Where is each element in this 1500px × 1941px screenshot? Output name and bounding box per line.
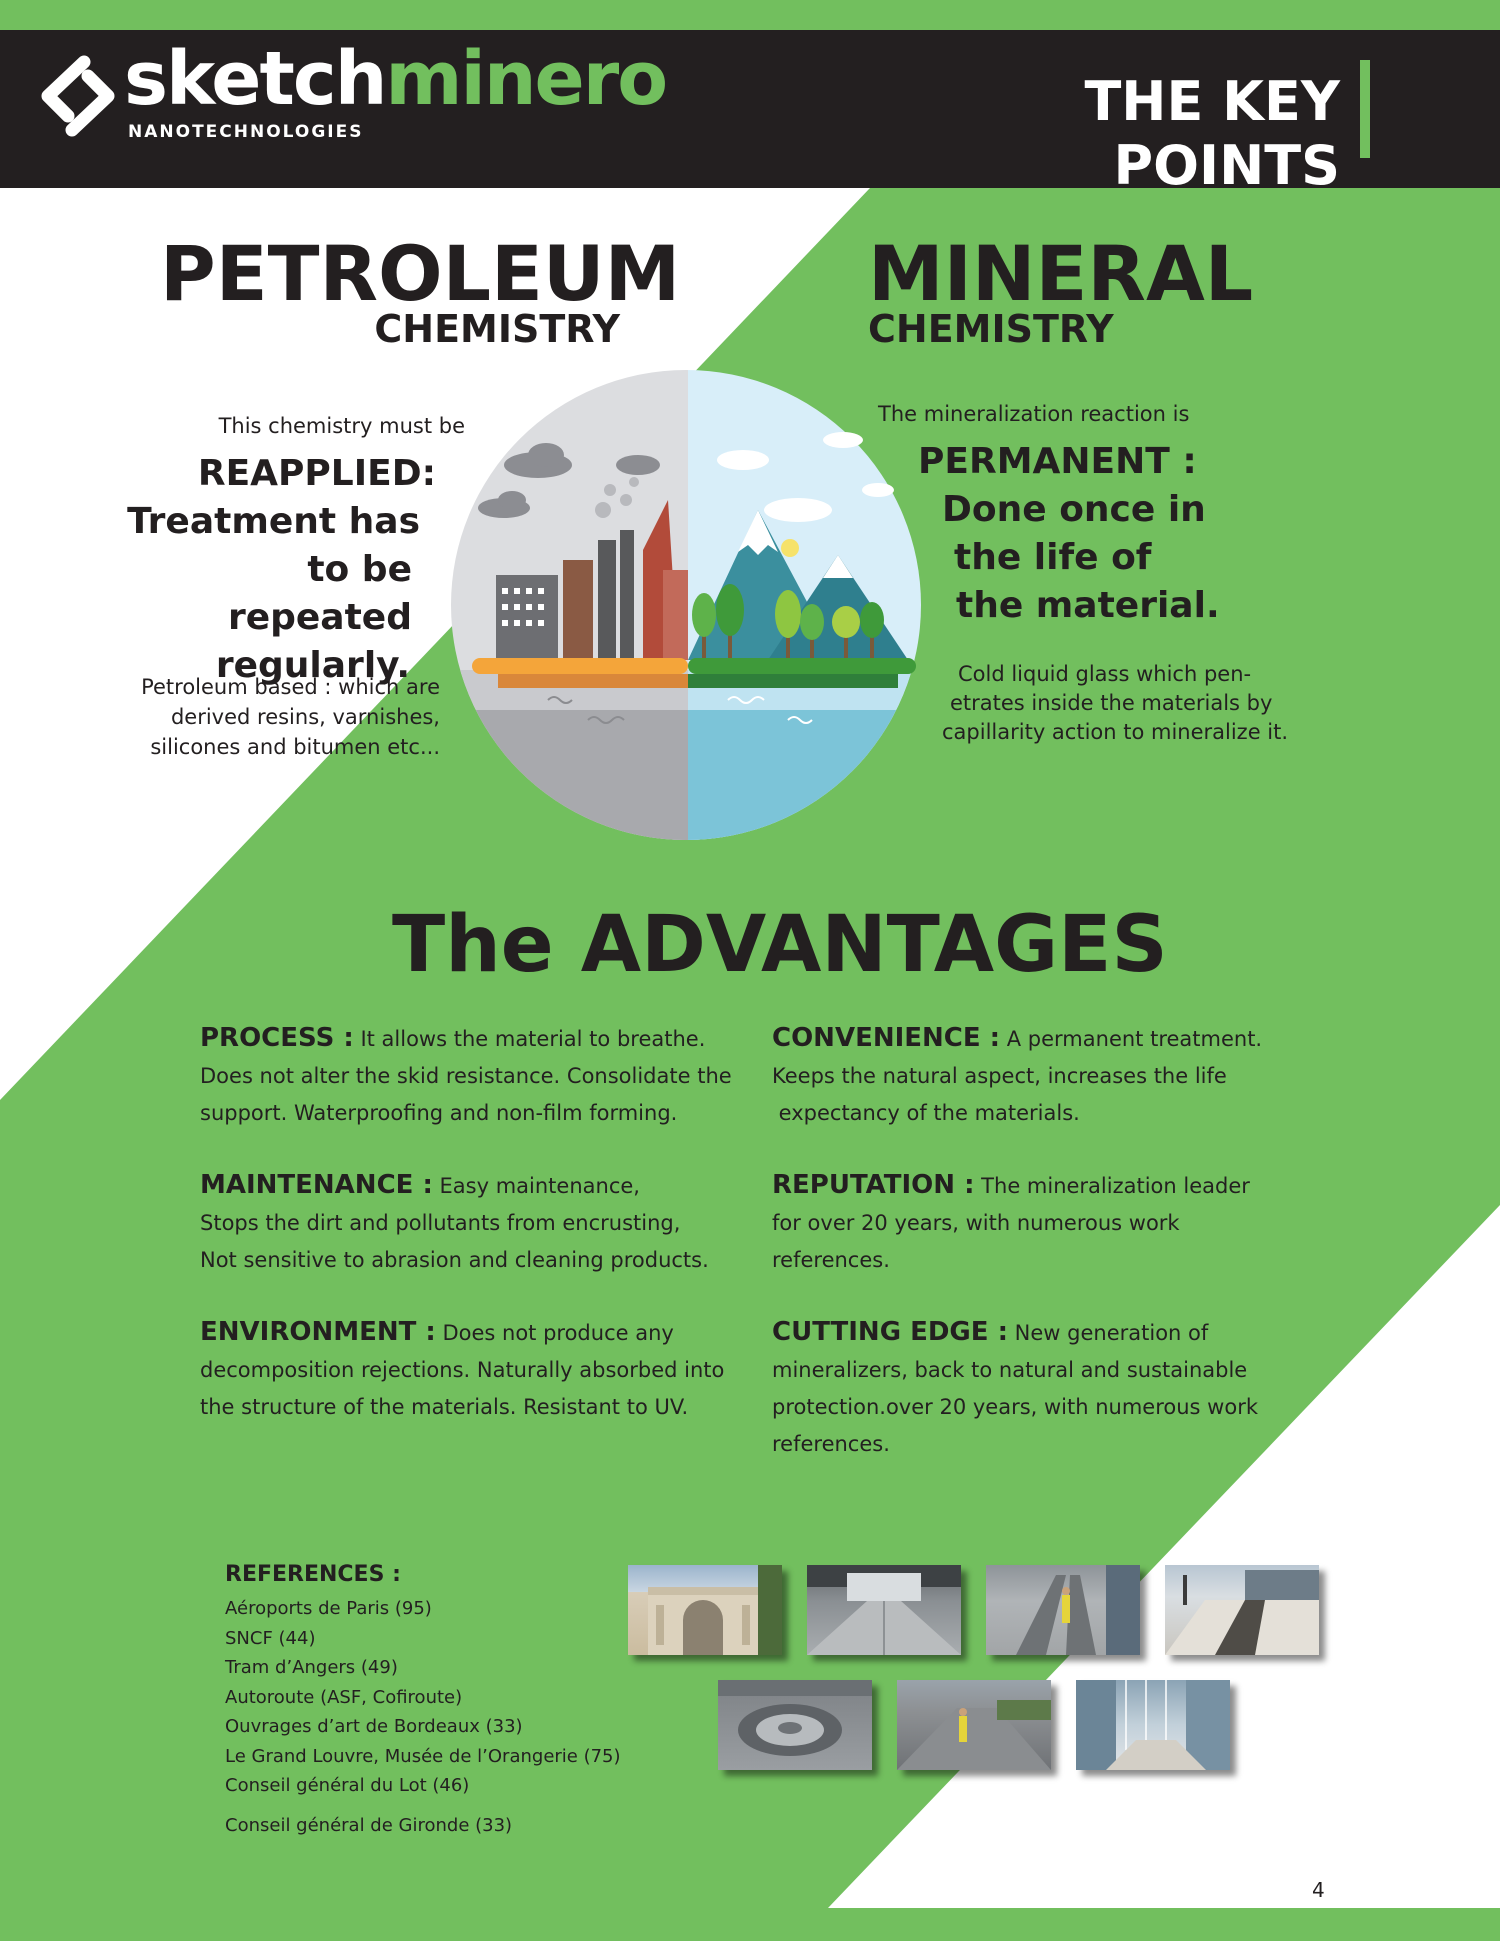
title-accent-bar xyxy=(1360,60,1370,158)
advantage-line: for over 20 years, with numerous work xyxy=(772,1211,1180,1235)
airport-hall-photo xyxy=(807,1565,961,1655)
glass-atrium-photo xyxy=(1076,1680,1230,1770)
reference-item: Aéroports de Paris (95) xyxy=(225,1598,432,1619)
advantage-heading: CUTTING EDGE : xyxy=(772,1317,1008,1347)
reference-item: Ouvrages d’art de Bordeaux (33) xyxy=(225,1716,523,1737)
page-title: THE KEY POINTS xyxy=(1084,70,1340,197)
reference-item: Le Grand Louvre, Musée de l’Orangerie (75) xyxy=(225,1745,621,1767)
advantage-maintenance xyxy=(200,1167,760,1279)
mineral-desc-line: capillarity action to mineralize it. xyxy=(942,720,1289,744)
petroleum-bold-line: regularly. xyxy=(215,645,410,686)
advantage-line: Keeps the natural aspect, increases the life xyxy=(772,1064,1227,1088)
petroleum-desc-line: silicones and bitumen etc... xyxy=(150,735,440,759)
brand-subtitle: NANOTECHNOLOGIES xyxy=(128,122,364,142)
reference-item: SNCF (44) xyxy=(225,1627,316,1649)
advantage-text: A permanent treatment. xyxy=(1000,1027,1263,1051)
petroleum-desc-line: derived resins, varnishes, xyxy=(170,705,440,729)
advantage-heading: MAINTENANCE : xyxy=(200,1170,433,1200)
advantage-line: protection.over 20 years, with numerous work xyxy=(772,1395,1258,1419)
advantage-convenience xyxy=(772,1020,1332,1132)
tram-platform-photo xyxy=(1165,1565,1319,1655)
fountain-plaza-photo xyxy=(718,1680,872,1770)
advantage-line: references. xyxy=(772,1432,890,1456)
tram-track-worker-photo xyxy=(986,1565,1140,1655)
reference-item: Autoroute (ASF, Cofiroute) xyxy=(225,1686,463,1708)
petroleum-title: PETROLEUM xyxy=(160,229,681,318)
advantage-text: It allows the material to breathe. xyxy=(353,1027,706,1051)
advantage-cutting-edge xyxy=(772,1314,1332,1463)
petroleum-subtitle: CHEMISTRY xyxy=(374,307,620,351)
petroleum-desc-line: Petroleum based : which are xyxy=(141,675,440,699)
petroleum-description xyxy=(80,672,440,762)
references-list xyxy=(225,1594,621,1840)
advantage-heading: REPUTATION : xyxy=(772,1170,975,1200)
advantage-environment xyxy=(200,1314,760,1426)
reference-item: Tram d’Angers (49) xyxy=(225,1657,398,1678)
mineral-bold-line: PERMANENT : xyxy=(918,441,1197,482)
advantage-text: The mineralization leader xyxy=(974,1174,1250,1198)
advantages-title: The ADVANTAGES xyxy=(392,900,1168,990)
petroleum-bold-line: to be repeated xyxy=(227,549,412,638)
mineral-bold-line: the life of xyxy=(954,537,1152,578)
advantage-heading: ENVIRONMENT : xyxy=(200,1317,436,1347)
petroleum-intro: This chemistry must be xyxy=(218,414,465,438)
mineral-desc-line: etrates inside the materials by xyxy=(950,691,1273,715)
petroleum-bold-line: REAPPLIED: xyxy=(197,453,436,494)
advantage-process xyxy=(200,1020,760,1132)
advantage-line: decomposition rejections. Naturally absorbed into xyxy=(200,1358,725,1382)
mineral-description xyxy=(930,660,1350,747)
petroleum-key-statement xyxy=(120,450,440,690)
mineral-bold-line: the material. xyxy=(956,585,1220,626)
advantage-text: New generation of xyxy=(1007,1321,1209,1345)
advantage-line: mineralizers, back to natural and sustainable xyxy=(772,1358,1248,1382)
factory-vs-nature-globe-icon xyxy=(438,370,934,840)
advantage-text: Does not produce any xyxy=(435,1321,674,1345)
mineral-subtitle: CHEMISTRY xyxy=(868,307,1114,351)
mineral-intro: The mineralization reaction is xyxy=(878,402,1190,426)
advantage-line: expectancy of the materials. xyxy=(772,1101,1080,1125)
advantage-line: references. xyxy=(772,1248,890,1272)
bridge-deck-worker-photo xyxy=(897,1680,1051,1770)
advantage-line: Does not alter the skid resistance. Consolidate the xyxy=(200,1064,732,1088)
mineral-title: MINERAL xyxy=(868,229,1254,318)
references-title: REFERENCES : xyxy=(225,1562,401,1587)
reference-item: Conseil général du Lot (46) xyxy=(225,1775,470,1796)
advantage-heading: PROCESS : xyxy=(200,1023,354,1053)
advantage-line: the structure of the materials. Resistant to UV. xyxy=(200,1395,689,1419)
petroleum-bold-line: Treatment has xyxy=(127,501,420,542)
advantage-line: Not sensitive to abrasion and cleaning products. xyxy=(200,1248,709,1272)
mineral-desc-line: Cold liquid glass which pen- xyxy=(958,662,1252,686)
reference-item: Conseil général de Gironde (33) xyxy=(225,1814,513,1836)
sketchminero-s-logo-icon xyxy=(38,52,118,140)
advantage-reputation xyxy=(772,1167,1332,1279)
advantage-heading: CONVENIENCE : xyxy=(772,1023,1001,1053)
orangerie-building-photo xyxy=(628,1565,782,1655)
advantage-text: Easy maintenance, xyxy=(432,1174,640,1198)
brand-logo-text: sketchminero xyxy=(124,36,667,122)
advantage-line: Stops the dirt and pollutants from encrusting, xyxy=(200,1211,681,1235)
page-number: 4 xyxy=(1312,1878,1325,1902)
mineral-key-statement xyxy=(918,438,1220,630)
advantage-line: support. Waterproofing and non-film forming. xyxy=(200,1101,678,1125)
mineral-bold-line: Done once in xyxy=(942,489,1206,530)
